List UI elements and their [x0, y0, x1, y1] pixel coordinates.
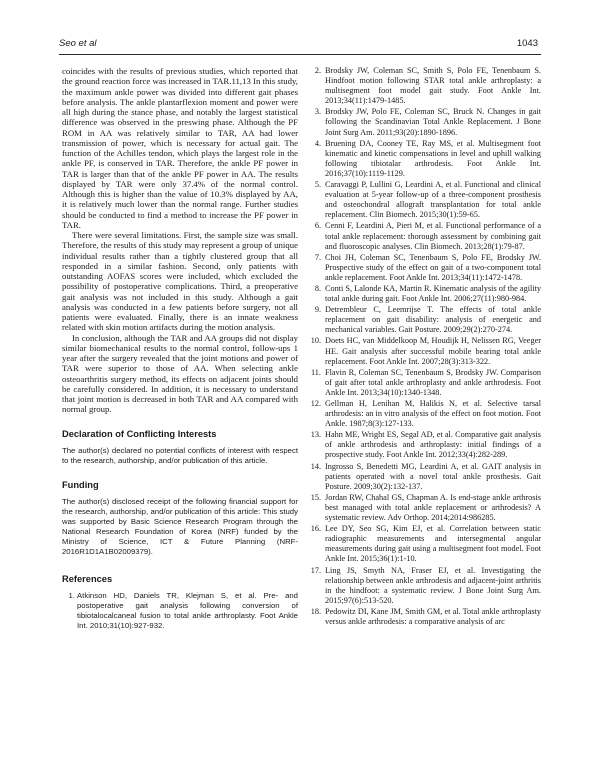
reference-item — [309, 305, 541, 335]
header-rule — [59, 54, 541, 55]
conflicts-heading: Declaration of Conflicting Interests — [62, 428, 217, 439]
reference-item — [309, 607, 541, 627]
reference-text: Ling JS, Smyth NA, Fraser EJ, et al. Investigating the relationship between ankle arthrodesis and adjacent-joint arthritis in the hindfoot: a systematic review. J Bone Joint Surg Am. 2015;97(6):513-520. — [325, 565, 541, 605]
reference-item — [309, 284, 541, 304]
left-column — [62, 66, 298, 632]
conflicts-text: The author(s) declared no potential conflicts of interest with respect to the research, authorship, and/or publication of this article. — [62, 445, 298, 465]
reference-text: Doets HC, van Middelkoop M, Houdijk H, Nelissen RG, Veeger HE. Gait analysis after successful mobile bearing total ankle replacement. Foot Ankle Int. 2007;28(3):313-322. — [325, 336, 541, 366]
reference-number: 6. — [314, 221, 321, 231]
reference-item — [309, 107, 541, 137]
reference-text: Conti S, Lalonde KA, Martin R. Kinematic analysis of the agility total ankle during gait. Foot Ankle Int. 2006;27(11):980-984. — [325, 283, 541, 304]
reference-item — [309, 368, 541, 398]
reference-text: Lee DY, Seo SG, Kim EJ, et al. Correlation between static radiographic measurements and intersegmental angular measurements during gait using a multisegment foot model. Foot Ankle Int. 2015;36(1):1-10. — [325, 524, 541, 564]
reference-text: Gellman H, Lenihan M, Halikis N, et al. Selective tarsal arthrodesis: an in vitro analysis of the effect on foot motion. Foot Ankle. 1987;8(3):127-133. — [325, 399, 541, 429]
reference-text: Brodsky JW, Coleman SC, Smith S, Polo FE, Tenenbaum S. Hindfoot motion following STAR total ankle arthroplasty: a multisegment foot model gait study. Foot Ankle Int. 2013;34(11):1479-1485. — [325, 66, 541, 106]
reference-number: 2. — [314, 66, 321, 75]
reference-number: 13. — [310, 430, 321, 440]
reference-item — [309, 66, 541, 106]
reference-text: Bruening DA, Cooney TE, Ray MS, et al. Multisegment foot kinematic and kinetic compensations in level and uphill walking following tibiotalar arthrodesis. Foot Ankle Int. 2016;37(10):1119-1129. — [325, 138, 541, 178]
reference-item — [309, 253, 541, 283]
reference-text: Hahn ME, Wright ES, Segal AD, et al. Comparative gait analysis of ankle arthrodesis and arthroplasty: initial findings of a prospective study. Foot Ankle Int. 2012;33(4):282-289. — [325, 430, 541, 460]
reference-text: Flavin R, Coleman SC, Tenenbaum S, Brodsky JW. Comparison of gait after total ankle arthroplasty and ankle arthrodesis. Foot Ankle Int. 2013;34(10):1340-1348. — [325, 367, 541, 397]
reference-item — [62, 591, 298, 631]
reference-list-left — [62, 591, 298, 631]
reference-text: Caravaggi P, Lullini G, Leardini A, et al. Functional and clinical evaluation at 5-year follow-up of a three-component prosthesis and osteochondral allograft transplantation for total ankle replacement. Clin Biomech. 2015;30(1):59-65. — [325, 180, 541, 220]
running-author: Seo et al — [59, 38, 97, 49]
reference-item — [309, 524, 541, 564]
reference-number: 15. — [310, 492, 321, 502]
reference-number: 12. — [310, 399, 321, 408]
reference-text: Atkinson HD, Daniels TR, Klejman S, et al. Pre- and postoperative gait analysis following conversion of tibiotalocalcaneal fusion to total ankle arthroplasty. Foot Ankle Int. 2010;31(10):927-932. — [77, 591, 298, 631]
references-heading: References — [62, 574, 113, 584]
reference-item — [309, 336, 541, 366]
reference-number: 16. — [310, 524, 321, 534]
reference-item — [309, 566, 541, 606]
reference-text: Detrembleur C, Leemrijse T. The effects of total ankle replacement on gait disability: analysis of energetic and mechanical variables. Gait Posture. 2009;29(2):270-274. — [325, 305, 541, 335]
body-paragraph: There were several limitations. First, the sample size was small. Therefore, the results of this study may represent a group of unique individual results rather than a tightly clustered group that all responded in a similar fashion. Second, only patients with outstanding AOFAS scores were included, which excluded the possibility of postoperative complications. Third, a preoperative gait analysis was not included in this study. Although a gait analysis was conducted in a few patients before surgery, not all patients were evaluated. Finally, there is an innate weakness related with skin motion artifacts during the motion analysis. — [62, 230, 298, 333]
reference-item — [309, 139, 541, 179]
reference-number: 14. — [310, 461, 321, 471]
funding-heading: Funding — [62, 479, 99, 490]
reference-text: Cenni F, Leardini A, Pieri M, et al. Functional performance of a total ankle replacement: thorough assessment by combining gait and fluoroscopic analyses. Clin Biomech. 2013;28(1):79-87. — [325, 221, 541, 251]
body-paragraph: coincides with the results of previous studies, which reported that the ground reaction force was increased in TAR.11,13 In this study, the maximum ankle power was divided into different gait phases before analysis. The ankle plantarflexion moment and power were all high during the stance phase, and notably the largest statistical difference was observed in the preswing phase. Although the PF ROM in AA was relatively similar to TAR, AA had lower transmission of power, which is necessary for actual gait. The function of the Achilles tendon, which plays the largest role in the ankle PF, is conserved in TAR. Therefore, the ankle PF power in TAR is larger than that of the ankle PF power in AA. The results displayed by TAR were only 37.4% of the normal control. Although this is higher than the value of 10.3% displayed by AA, it is relatively much lower than the normal range. Further studies should be conducted to find a method to increase the PF power in TAR. — [62, 66, 298, 230]
reference-item — [309, 221, 541, 251]
reference-number: 1. — [68, 591, 75, 601]
reference-item — [309, 430, 541, 460]
page-number: 1043 — [516, 38, 538, 49]
reference-text: Jordan RW, Chahal GS, Chapman A. Is end-stage ankle arthrosis best managed with total ankle replacement or arthrodesis? A systematic review. Adv Orthop. 2014;2014:986285. — [325, 492, 541, 523]
reference-number: 11. — [310, 367, 321, 377]
funding-text: The author(s) disclosed receipt of the following financial support for the research, authorship, and/or publication of this article: This study was supported by Basic Science Research Program through the National Research Foundation of Korea (NRF) funded by the Ministry of Science, ICT & Future Planning (NRF-2016R1D1A1B02009379). — [62, 497, 298, 556]
reference-number: 7. — [314, 252, 321, 262]
reference-number: 18. — [310, 606, 321, 616]
reference-text: Pedowitz DI, Kane JM, Smith GM, et al. Total ankle arthroplasty versus ankle arthrodesis: a comparative analysis of arc — [325, 606, 541, 626]
body-paragraph: In conclusion, although the TAR and AA groups did not display similar biomechanical results to the normal control, follow-ups 1 year after the surgery revealed that the joint motions and power of TAR were superior to those of AA. When selecting ankle osteoarthritis surgery method, its effects on adjacent joints should be carefully considered. In addition, it is necessary to understand that joint motion is decreased in both TAR and AA compared with normal group. — [62, 332, 298, 415]
reference-item — [309, 462, 541, 492]
reference-number: 3. — [314, 107, 321, 117]
reference-item — [309, 493, 541, 523]
reference-item — [309, 180, 541, 220]
reference-number: 10. — [310, 336, 321, 346]
reference-list-right — [309, 66, 541, 627]
reference-number: 8. — [314, 283, 321, 293]
reference-number: 17. — [310, 565, 321, 575]
reference-text: Choi JH, Coleman SC, Tenenbaum S, Polo FE, Brodsky JW. Prospective study of the effect on gait of a two-component total ankle replacement. Foot Ankle Int. 2013;34(11):1472-1478. — [325, 252, 541, 282]
reference-number: 9. — [314, 305, 321, 315]
reference-number: 4. — [314, 138, 321, 148]
reference-text: Brodsky JW, Polo FE, Coleman SC, Bruck N. Changes in gait following the Scandinavian Total Ankle Replacement. J Bone Joint Surg Am. 2011;93(20):1890-1896. — [325, 107, 541, 137]
reference-text: Ingrosso S, Benedetti MG, Leardini A, et al. GAIT analysis in patients operated with a novel total ankle prosthesis. Gait Posture. 2009;30(2):132-137. — [325, 461, 541, 491]
reference-item — [309, 399, 541, 429]
reference-number: 5. — [314, 180, 321, 190]
right-column — [309, 66, 541, 628]
